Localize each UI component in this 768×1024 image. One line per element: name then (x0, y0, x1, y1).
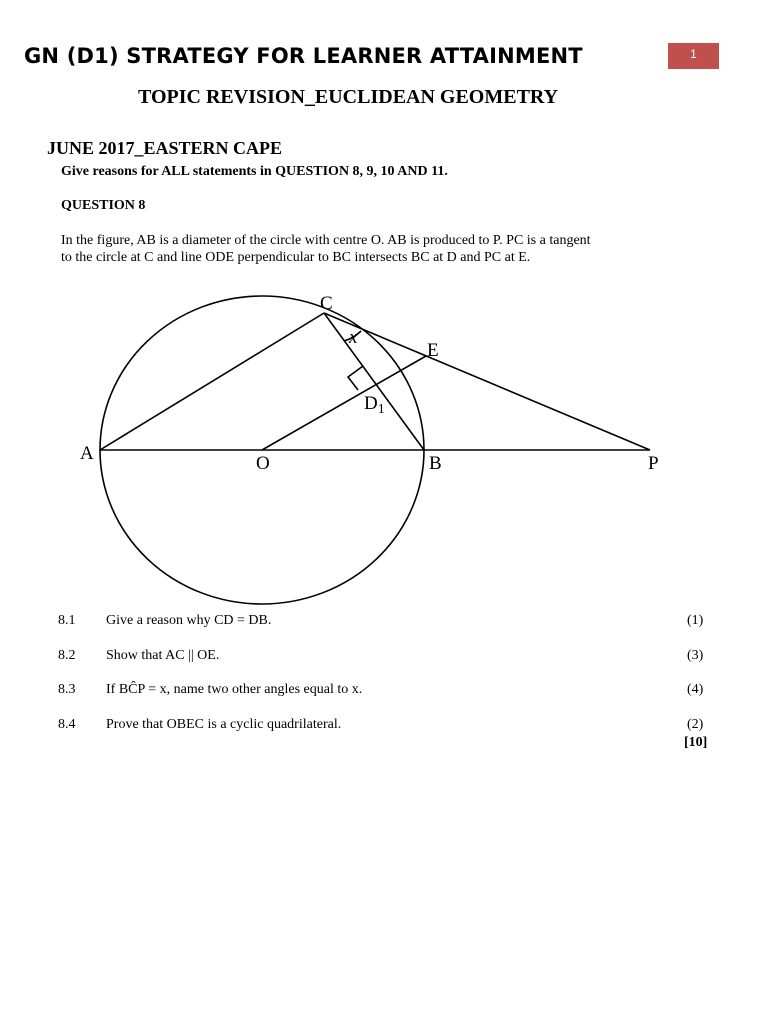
question-title: QUESTION 8 (61, 198, 146, 213)
label-d: $D_1$ (364, 393, 385, 417)
question-8-4-text: Prove that OBEC is a cyclic quadrilateral. (106, 717, 342, 732)
label-b: B (429, 453, 442, 474)
line-cp (324, 313, 650, 450)
question-8-3-text: If BĈP = x, name two other angles equal to x. (106, 682, 363, 697)
label-c: C (320, 293, 333, 314)
document-title: GN (D1) STRATEGY FOR LEARNER ATTAINMENT (24, 44, 583, 68)
question-8-2-number: 8.2 (58, 648, 76, 663)
label-e: E (427, 340, 439, 361)
question-8-3-number: 8.3 (58, 682, 76, 697)
question-8-2-text: Show that AC || OE. (106, 648, 220, 663)
exam-heading: JUNE 2017_EASTERN CAPE (47, 138, 283, 158)
right-angle-marker (348, 366, 363, 390)
paragraph-line-2: to the circle at C and line ODE perpendicular to BC intersects BC at D and PC at E. (61, 250, 531, 265)
page-number-badge: 1 (668, 43, 719, 69)
instruction-text: Give reasons for ALL statements in QUESTION 8, 9, 10 AND 11. (61, 164, 448, 179)
question-8-4-marks: (2) (687, 717, 704, 732)
question-8-2-marks: (3) (687, 648, 704, 663)
label-p: P (648, 453, 659, 474)
label-a: A (80, 443, 94, 464)
question-8-1-number: 8.1 (58, 613, 76, 628)
label-x: x (349, 327, 358, 348)
paragraph-line-1: In the figure, AB is a diameter of the circle with centre O. AB is produced to P. PC is a tangent (61, 233, 591, 248)
line-oe (262, 356, 426, 450)
line-ac (100, 313, 324, 450)
label-o: O (256, 453, 270, 474)
question-8-1-text: Give a reason why CD = DB. (106, 613, 272, 628)
question-8-4-number: 8.4 (58, 717, 76, 732)
question-8-1-marks: (1) (687, 613, 704, 628)
total-marks: [10] (684, 735, 708, 750)
question-8-3-marks: (4) (687, 682, 704, 697)
topic-subtitle: TOPIC REVISION_EUCLIDEAN GEOMETRY (138, 86, 559, 108)
